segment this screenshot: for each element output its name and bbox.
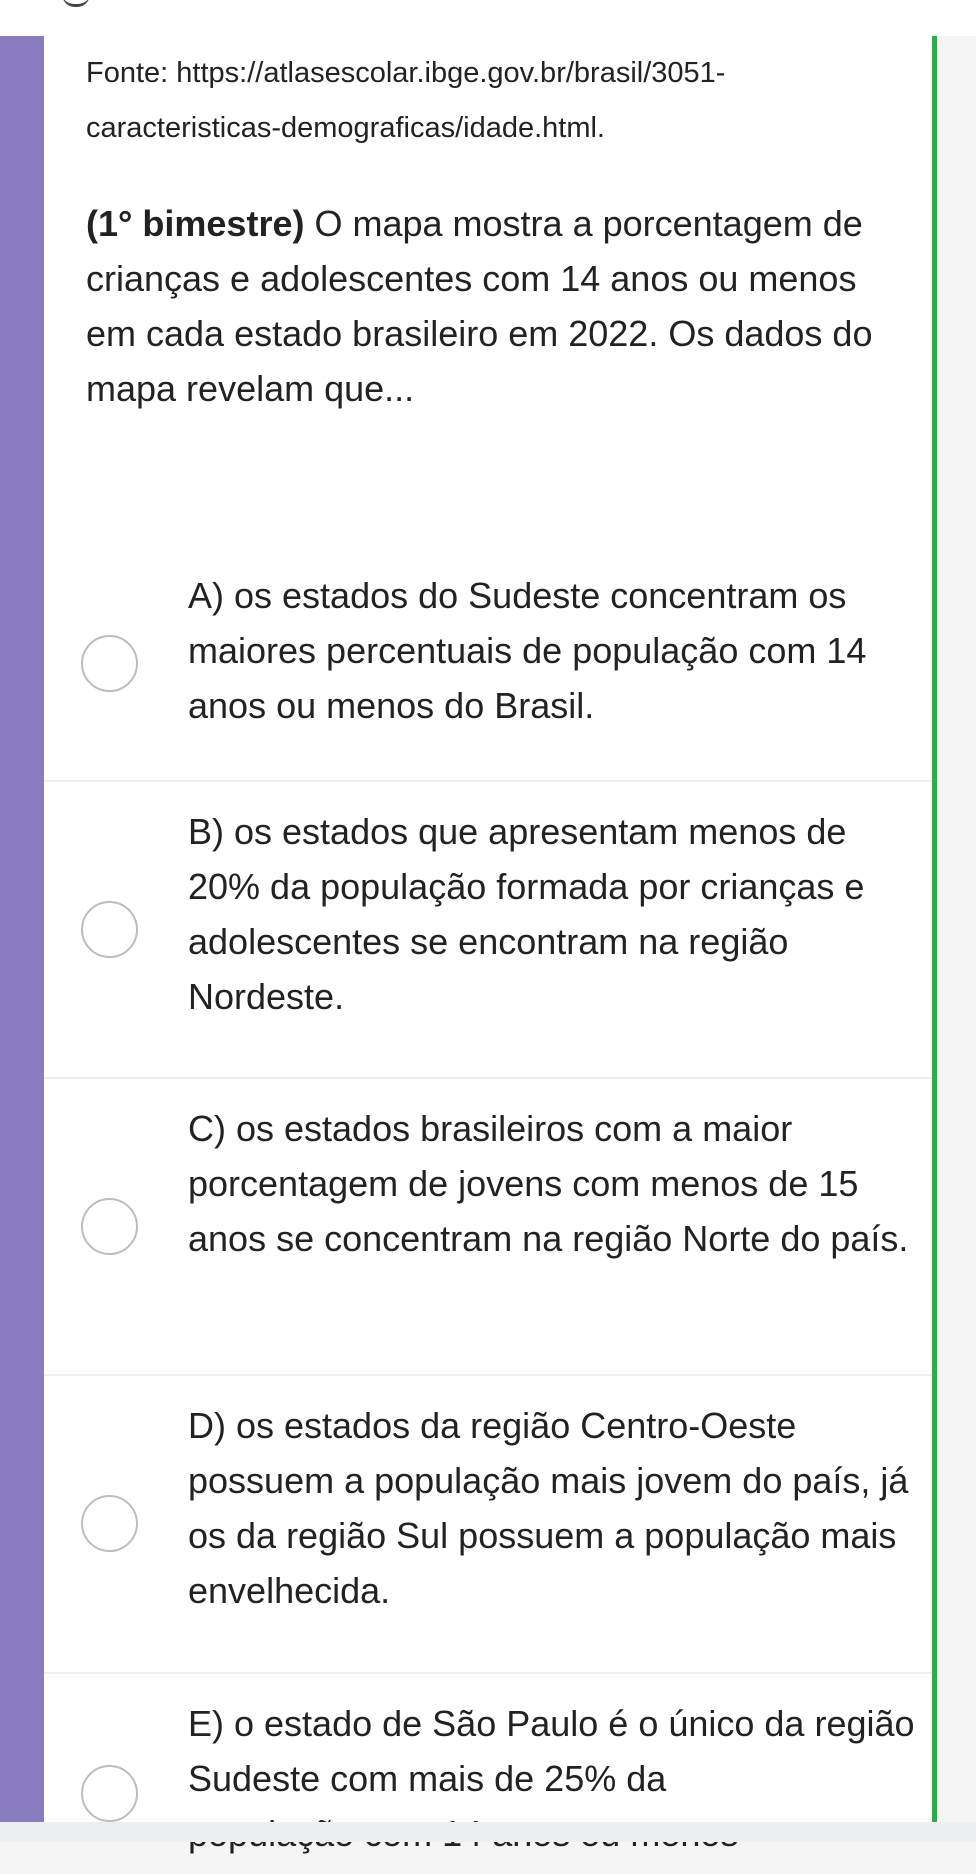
- option-d[interactable]: [44, 1376, 932, 1674]
- option-c-text: C) os estados brasileiros com a maior porcentagem de jovens com menos de 15 anos se concentram na região Norte do país.: [188, 1108, 909, 1259]
- question-text: O mapa mostra a porcentagem de crianças e adolescentes com 14 anos ou menos em cada estado brasileiro em 2022. Os dados do mapa revelam que...: [86, 203, 873, 409]
- radio-button-c[interactable]: [81, 1198, 138, 1255]
- top-strip: [0, 0, 976, 36]
- option-e-visible-text: E) o estado de São Paulo é o único da região Sudeste com mais de 25% da: [188, 1703, 915, 1799]
- option-d-text: D) os estados da região Centro-Oeste possuem a população mais jovem do país, já os da região Sul possuem a população mais envelhecida.: [188, 1405, 909, 1611]
- partial-icon: [62, 0, 90, 7]
- question-card: [44, 36, 937, 1822]
- radio-button-a[interactable]: [81, 635, 138, 692]
- left-accent-bar: [0, 36, 44, 1822]
- option-e[interactable]: [44, 1674, 932, 1874]
- radio-button-e[interactable]: [81, 1765, 138, 1822]
- option-b-text: B) os estados que apresentam menos de 20% da população formada por crianças e adolescentes se encontram na região Nordeste.: [188, 811, 865, 1017]
- option-a-text: A) os estados do Sudeste concentram os maiores percentuais de população com 14 anos ou menos do Brasil.: [188, 575, 867, 726]
- option-b[interactable]: [44, 782, 932, 1079]
- option-c[interactable]: [44, 1079, 932, 1376]
- question-prefix: (1° bimestre): [86, 203, 305, 244]
- source-text: Fonte: https://atlasescolar.ibge.gov.br/brasil/3051-caracteristicas-demograficas/idade.html.: [86, 57, 726, 144]
- option-a[interactable]: [44, 546, 932, 782]
- question-statement: [86, 196, 886, 416]
- radio-button-d[interactable]: [81, 1495, 138, 1552]
- option-e-text: [188, 1696, 928, 1830]
- bottom-strip: [0, 1822, 976, 1842]
- radio-button-b[interactable]: [81, 901, 138, 958]
